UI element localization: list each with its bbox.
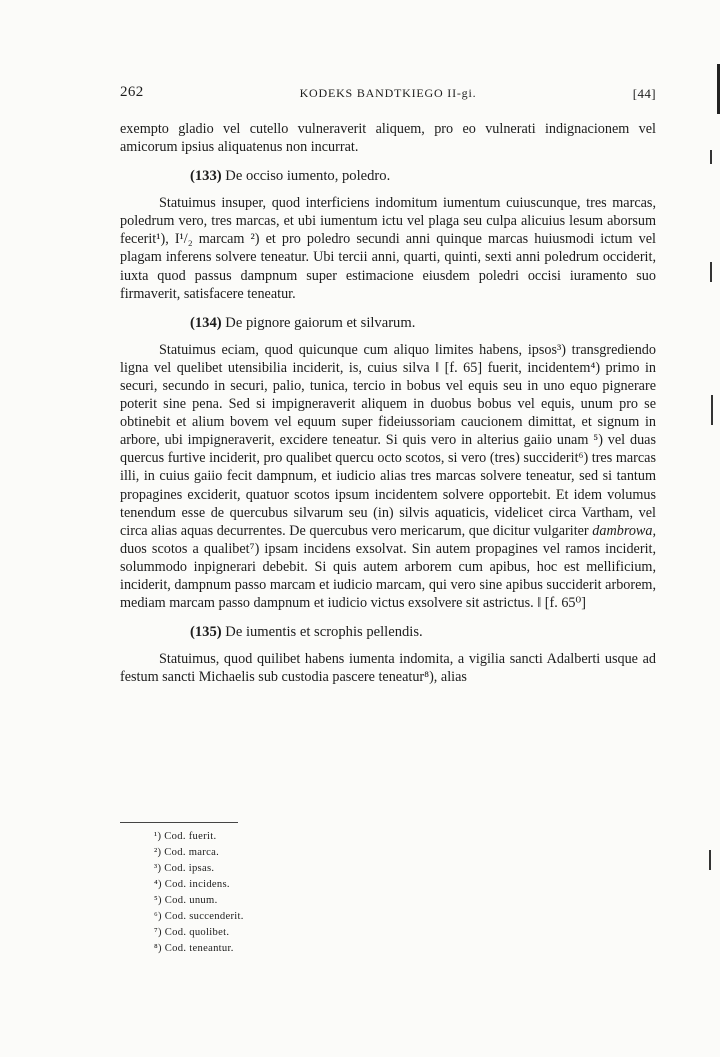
footnote-mark: ⁶) — [154, 911, 162, 922]
section-number: (134) — [190, 314, 222, 331]
paragraph — [120, 120, 656, 156]
footnote-text: Cod. unum. — [161, 895, 218, 906]
section-title: De pignore gaiorum et silvarum. — [225, 314, 416, 331]
footnote-mark: ⁴) — [154, 879, 162, 890]
footnote-text: Cod. fuerit. — [161, 831, 217, 842]
footnote-text: Cod. marca. — [161, 847, 220, 858]
section-number: (133) — [190, 168, 222, 185]
paragraph — [120, 650, 656, 686]
footnote — [154, 845, 454, 861]
paragraph-text: duos scotos a qualibet⁷) ipsam incidens exsolvat. Sin autem propagines vel ramos inciderit, solummodo inpignerari debebit. Si quis autem arborem cum apibus, hoc est mellificium, inciderit, dampnum passo marcam et iudicio marcam, qui vero sine apibus succiderit arborem, mediam marcam passo dampnum et iudicio victus exsolvere sit astrictus. ‖ [f. 65⁰] — [120, 540, 656, 612]
scan-speck — [709, 850, 711, 870]
footnote-text: Cod. quolibet. — [161, 927, 230, 938]
footnote-mark: ⁸) — [154, 943, 162, 954]
footnote-mark: ¹) — [154, 831, 162, 842]
footnote — [154, 925, 454, 941]
scan-speck — [710, 262, 712, 282]
footnote — [154, 861, 454, 877]
folio-reference: [44] — [632, 86, 656, 101]
footnote-text: Cod. teneantur. — [161, 943, 234, 954]
footnotes — [154, 829, 454, 957]
scan-speck — [711, 395, 713, 425]
footnote — [154, 893, 454, 909]
footnote — [154, 829, 454, 845]
section-number: (135) — [190, 624, 222, 641]
main-text — [120, 120, 656, 686]
footnote-mark: ²) — [154, 847, 162, 858]
footnote-text: Cod. ipsas. — [161, 863, 215, 874]
footnote — [154, 941, 454, 957]
page-number: 262 — [120, 84, 144, 100]
paragraph-text: Statuimus, quod quilibet habens iumenta indomita, a vigilia sancti Adalberti usque ad festum sancti Michaelis sub custodia pascere teneatur⁸), alias — [120, 651, 656, 686]
paragraph-text: Statuimus eciam, quod quicunque cum aliquo limites habens, ipsos³) transgrediendo ligna vel quelibet utensibilia inciderit, is, cuius silva ‖ [f. 65] fuerit, incidentem⁴) primo in securi, secundo in securi, palio, tunica, tercio in bobus vel equis seu in uno equo pignerare poterit sine pena. Sed si impigneraverit aliquem in duobus bobus vel equis, unum pro se obtinebit et alium bovem vel equum super fideiussoriam caucionem dimittat, et signum in arbore, ubi impigneraverit, excidere teneatur. Si quis vero in alterius gaiio unam ⁵) vel duas quercus furtive inciderit, pro qualibet quercu octo scotos, si vero (tres) succiderit⁶) tres marcas illi, in cuius gaiio fecit dampnum, et iudicio alias tres marcas solvere teneatur, sed si tantum propagines exciderit, quatuor scotos ipsum incidentem solvere opportebit. Et idem volumus tenendum esse de quercubus silvarum seu (in) silvis aquaticis, videlicet circa Vartham, vel circa alias aquas decurrentes. De quercubus vero mericarum, que dicitur vulgariter — [120, 341, 656, 539]
paragraph-text: exempto gladio vel cutello vulneraverit aliquem, pro eo vulnerati indignacionem vel amicorum ipsius aliquatenus non incurrat. — [120, 121, 656, 156]
scan-speck — [710, 150, 712, 164]
paragraph-text: Statuimus insuper, quod interficiens indomitum iumentum cuiuscunque, tres marcas, poledrum vero, tres marcas, et ubi iumentum ictu vel plaga seu culpa alicuius lesum aborsum fecerit¹), I¹/₂ marcam ²) et pro poledro secundi anni quinque marcas huiusmodi ictum vel plagam inferens solvere teneatur. Ubi tercii anni, quarti, quinti, sexti anni poledrum occiderit, iuxta quod passus dampnum super estimacione eiusdem poledri occisi iuramento suo firmaverit, satisfacere teneatur. — [120, 195, 656, 302]
section-title: De iumentis et scrophis pellendis. — [225, 624, 423, 641]
paragraph — [120, 194, 656, 303]
paragraph — [120, 341, 656, 612]
section-heading — [120, 313, 656, 333]
footnote-mark: ³) — [154, 863, 162, 874]
running-title: KODEKS BANDTKIEGO II-gi. — [299, 86, 477, 100]
vernacular-term: dambrowa, — [592, 522, 657, 539]
footnote-text: Cod. incidens. — [161, 879, 230, 890]
section-title: De occiso iumento, poledro. — [225, 168, 391, 185]
footnote-rule — [120, 822, 238, 823]
section-heading — [120, 622, 656, 642]
footnote-mark: ⁷) — [154, 927, 162, 938]
footnote — [154, 909, 454, 925]
section-heading — [120, 166, 656, 186]
footnote — [154, 877, 454, 893]
footnote-mark: ⁵) — [154, 895, 162, 906]
footnote-text: Cod. succenderit. — [161, 911, 244, 922]
